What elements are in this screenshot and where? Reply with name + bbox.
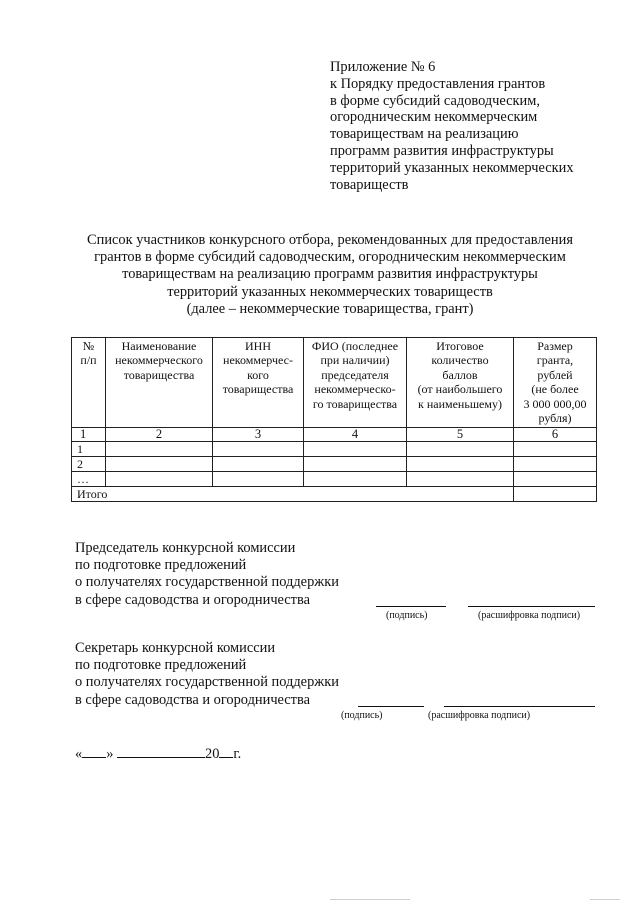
appendix-line: товариществ — [330, 176, 409, 193]
header-cell-number: № п/п — [72, 338, 106, 428]
table-row — [72, 457, 597, 472]
secretary-line: в сфере садоводства и огородничества — [75, 691, 310, 708]
secretary-line: Секретарь конкурсной комиссии — [75, 640, 276, 656]
table-cell — [407, 457, 514, 472]
scan-artifact — [590, 899, 620, 900]
appendix-line: программ развития инфраструктуры — [330, 142, 554, 159]
chairman-decode-line — [468, 606, 595, 607]
header-cell-name: Наименование некоммерческого товарищества — [106, 338, 213, 428]
table-cell — [407, 472, 514, 487]
secretary-decode-line — [444, 706, 595, 707]
appendix-header — [330, 59, 630, 193]
year-blank — [219, 745, 233, 758]
day-blank — [82, 745, 106, 758]
secretary-signature-line — [358, 706, 424, 707]
column-number-row — [72, 428, 597, 442]
table-cell — [213, 442, 304, 457]
table-header-row — [72, 338, 597, 428]
year-suffix: г. — [233, 746, 242, 762]
document-title — [60, 232, 600, 318]
chairman-block — [75, 540, 375, 609]
header-cell-chairman-name: ФИО (последнее при наличии) председателя некоммерческо- го товарищества — [304, 338, 407, 428]
year-prefix: 20 — [205, 746, 220, 762]
chairman-decode-caption: (расшифровка подписи) — [478, 610, 581, 621]
column-number: 3 — [213, 428, 304, 442]
column-number: 6 — [514, 428, 597, 442]
chairman-signature-caption: (подпись) — [386, 610, 428, 621]
appendix-line: товариществам на реализацию — [330, 126, 519, 143]
month-blank — [117, 745, 205, 758]
column-number: 4 — [304, 428, 407, 442]
table-cell — [514, 442, 597, 457]
table-cell — [514, 457, 597, 472]
table-row — [72, 472, 597, 487]
title-line: территорий указанных некоммерческих товариществ — [167, 283, 493, 300]
table-cell — [106, 472, 213, 487]
chairman-line: Председатель конкурсной комиссии — [75, 540, 296, 556]
secretary-decode-caption: (расшифровка подписи) — [428, 710, 531, 721]
total-value-cell — [514, 487, 597, 502]
appendix-line: Приложение № 6 — [330, 59, 436, 75]
secretary-line: о получателях государственной поддержки — [75, 674, 339, 691]
header-cell-inn: ИНН некоммерчес- кого товарищества — [213, 338, 304, 428]
table-cell — [213, 472, 304, 487]
chairman-line: по подготовке предложений — [75, 557, 247, 574]
secretary-line: по подготовке предложений — [75, 657, 247, 674]
appendix-line: в форме субсидий садоводческим, — [330, 92, 540, 109]
column-number: 5 — [407, 428, 514, 442]
secretary-signature-caption: (подпись) — [341, 710, 383, 721]
table-cell — [106, 457, 213, 472]
header-cell-grant-amount: Размер гранта, рублей (не более 3 000 000,00 рубля) — [514, 338, 597, 428]
table-row — [72, 442, 597, 457]
date-line — [75, 745, 241, 763]
title-line: товариществам на реализацию программ развития инфраструктуры — [122, 266, 538, 283]
table-cell — [304, 472, 407, 487]
participants-table — [71, 337, 597, 502]
table-cell — [304, 457, 407, 472]
table-cell — [407, 442, 514, 457]
appendix-line: огородническим некоммерческим — [330, 109, 538, 126]
title-line: (далее – некоммерческие товарищества, грант) — [186, 300, 474, 317]
row-number: … — [72, 472, 106, 487]
date-close-quote: » — [106, 746, 114, 762]
table-cell — [106, 442, 213, 457]
date-open-quote: « — [75, 746, 83, 762]
title-line: Список участников конкурсного отбора, рекомендованных для предоставления — [87, 232, 573, 248]
total-row — [72, 487, 597, 502]
table-cell — [304, 442, 407, 457]
total-label: Итого — [72, 487, 514, 502]
row-number: 2 — [72, 457, 106, 472]
chairman-line: в сфере садоводства и огородничества — [75, 591, 310, 608]
row-number: 1 — [72, 442, 106, 457]
chairman-line: о получателях государственной поддержки — [75, 574, 339, 591]
table-cell — [213, 457, 304, 472]
header-cell-score: Итоговое количество баллов (от наибольшего к наименьшему) — [407, 338, 514, 428]
secretary-block — [75, 640, 375, 709]
chairman-signature-line — [376, 606, 446, 607]
table-cell — [514, 472, 597, 487]
appendix-line: к Порядку предоставления грантов — [330, 75, 546, 92]
scan-artifact — [330, 899, 410, 900]
column-number: 1 — [72, 428, 106, 442]
column-number: 2 — [106, 428, 213, 442]
appendix-line: территорий указанных некоммерческих — [330, 159, 574, 176]
title-line: грантов в форме субсидий садоводческим, огородническим некоммерческим — [94, 249, 566, 266]
